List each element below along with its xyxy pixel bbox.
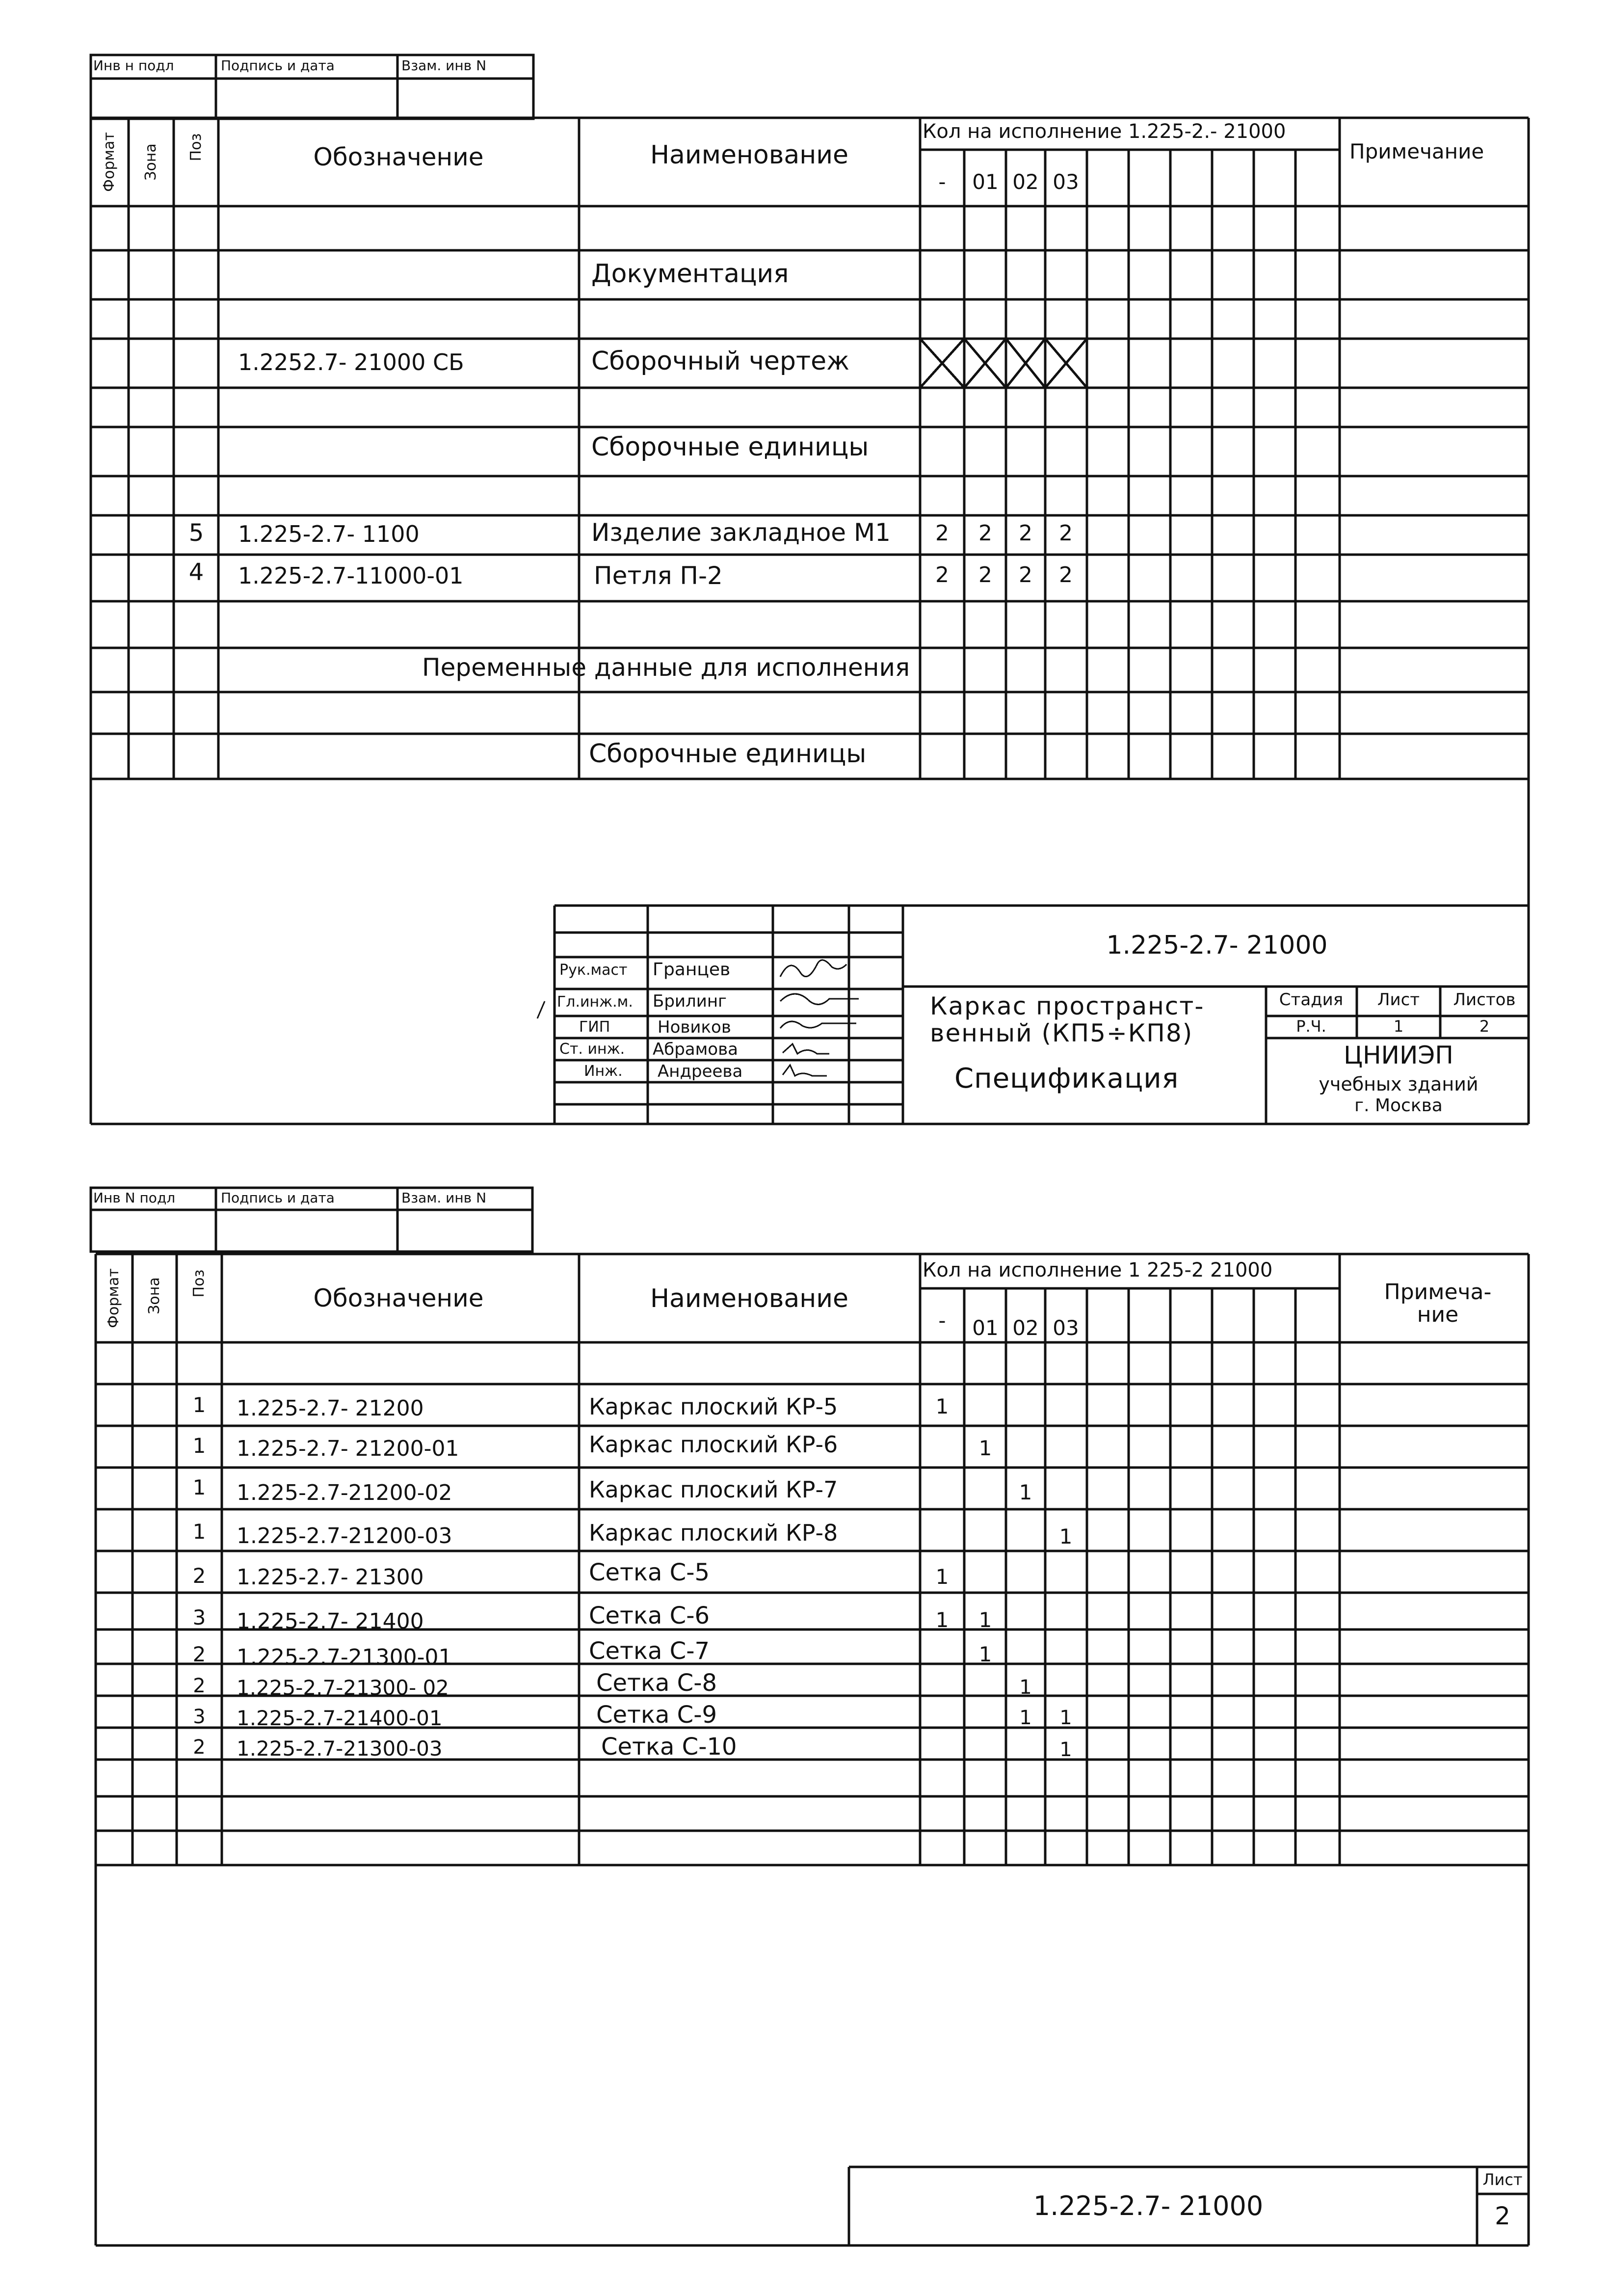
row-pos: 5 [188,519,204,547]
tab-replace-label: Взам. инв N [401,1190,487,1206]
stamp-title-line2: венный (КП5÷КП8) [930,1019,1193,1047]
tab-sign-label: Подпись и дата [221,57,335,74]
row-qty: 1 [935,1608,949,1632]
row-qty: 2 [935,562,949,587]
row-designation: 1.225-2.7- 21400 [237,1609,424,1634]
tab-sign-label: Подпись и дата [221,1190,335,1206]
tab-replace-label: Взам. инв N [401,57,487,74]
tab-inv-label: Инв н подл [93,57,174,74]
row-qty: 2 [1059,521,1073,546]
header-notes: Примечание [1349,139,1484,163]
stamp-org-name: ЦНИИЭП [1344,1041,1453,1069]
stamp-role: Ст. инж. [559,1041,625,1058]
row-qty: 2 [1059,562,1073,587]
row-pos: 3 [192,1605,206,1629]
row-qty: 2 [1019,562,1032,587]
row-qty: 1 [1059,1738,1072,1761]
header-qty-title: Кол на исполнение 1.225-2.- 21000 [923,120,1286,143]
row-qty: 1 [1019,1480,1032,1504]
row-designation: 1.225-2.7-21200-02 [237,1480,452,1505]
stamp-name: Новиков [658,1017,731,1037]
stamp-role: Рук.маст [559,961,628,979]
header-name: Наименование [650,140,849,170]
header-pos: Поз [187,133,205,161]
row-designation: 1.225-2.7-21300- 02 [237,1676,449,1700]
header-variant: 01 [972,1316,999,1340]
header-designation: Обозначение [313,143,484,171]
row-designation: 1.225-2.7-21300-01 [237,1645,452,1670]
footer-sheet-number: 2 [1495,2202,1510,2230]
row-designation: 1.225-2.7- 21200 [237,1396,424,1421]
stamp-sheet-value: 1 [1393,1017,1404,1036]
row-name: Каркас плоский КР-8 [589,1520,838,1546]
stamp-org-city: г. Москва [1354,1095,1443,1116]
row-qty: 1 [935,1394,949,1418]
row-pos: 4 [188,559,204,586]
stamp-name: Брилинг [653,991,727,1011]
stamp-sheets-value: 2 [1479,1017,1490,1036]
row-designation: 1.225-2.7-21400-01 [237,1706,443,1730]
row-name: Петля П-2 [594,561,723,590]
stamp-code: 1.225-2.7- 21000 [1106,931,1328,960]
row-name: Сетка С-7 [589,1637,710,1665]
header-qty-title: Кол на исполнение 1 225-2 21000 [923,1259,1273,1281]
header-format: Формат [101,132,118,192]
stamp-role: Гл.инж.м. [557,993,633,1011]
row-pos: 1 [192,1393,206,1417]
stamp-name: Андреева [658,1062,743,1081]
stamp-stage-header: Стадия [1279,990,1344,1010]
stamp-title-line1: Каркас пространст- [930,992,1205,1020]
row-designation: 1.225-2.7- 1100 [238,521,420,547]
stamp-sheets-header: Листов [1453,990,1516,1010]
row-name: Сетка С-5 [589,1559,710,1586]
stamp-org-line2: учебных зданий [1319,1073,1479,1095]
stamp-sheet-header: Лист [1377,990,1420,1010]
stamp-role: Инж. [584,1063,623,1080]
section-title: Сборочные единицы [589,739,867,769]
row-qty: 2 [978,562,992,587]
header-zone: Зона [146,1277,163,1314]
header-zone: Зона [142,143,159,181]
header-variant: - [938,1308,946,1333]
header-designation: Обозначение [313,1284,484,1312]
row-name: Сборочный чертеж [591,347,849,376]
row-designation: 1.225-2.7-21200-03 [237,1523,452,1548]
header-variant: 02 [1012,170,1039,194]
row-designation: 1.225-2.7-11000-01 [238,562,464,589]
row-name: Сетка С-8 [596,1669,717,1697]
row-pos: 1 [192,1520,206,1544]
stamp-name: Гранцев [653,960,731,980]
footer-code: 1.225-2.7- 21000 [1033,2190,1264,2221]
section-title: Документация [591,259,789,289]
row-qty: 1 [935,1565,949,1589]
header-variant: 03 [1053,170,1079,194]
stamp-name: Абрамова [653,1040,738,1059]
header-variant: - [938,170,946,194]
row-qty: 1 [1019,1676,1032,1699]
row-name: Каркас плоский КР-6 [589,1431,838,1458]
stamp-role: ГИП [579,1018,610,1036]
row-name: Сетка С-6 [589,1602,710,1629]
row-name: Каркас плоский КР-5 [589,1393,838,1420]
row-pos: 1 [192,1475,206,1499]
footer-sheet-label: Лист [1482,2170,1523,2189]
row-designation: 1.225-2.7- 21200-01 [237,1436,459,1461]
row-pos: 2 [193,1736,206,1759]
row-pos: 2 [192,1642,206,1666]
header-notes: Примеча- ние [1384,1280,1492,1328]
row-qty: 1 [1059,1524,1073,1548]
header-variant: 02 [1012,1316,1039,1340]
row-pos: 2 [192,1564,206,1588]
row-name: Изделие закладное М1 [591,518,891,547]
header-pos: Поз [190,1269,208,1298]
row-qty: 2 [978,521,992,546]
header-variant: 01 [972,170,999,194]
row-designation: 1.225-2.7-21300-03 [237,1736,443,1761]
row-pos: 3 [193,1706,206,1728]
row-name: Сетка С-10 [601,1733,737,1761]
row-qty: 1 [978,1642,992,1666]
stamp-stage-value: Р.Ч. [1296,1017,1326,1036]
row-qty: 1 [978,1436,992,1460]
row-name: Сетка С-9 [596,1701,717,1729]
row-designation: 1.2252.7- 21000 СБ [238,349,464,375]
row-designation: 1.225-2.7- 21300 [237,1565,424,1590]
header-format: Формат [105,1268,122,1328]
section-title: Сборочные единицы [591,432,869,462]
header-variant: 03 [1053,1316,1079,1340]
row-name: Каркас плоский КР-7 [589,1476,838,1503]
row-qty: 1 [978,1608,992,1632]
row-pos: 1 [192,1434,206,1458]
row-qty: 2 [935,521,949,546]
stamp-doc-type: Спецификация [954,1063,1179,1095]
tab-inv-label: Инв N подл [93,1190,176,1206]
variable-data-title: Переменные данные для исполнения [422,653,910,682]
row-qty: 2 [1019,521,1032,546]
row-pos: 2 [193,1675,206,1697]
row-qty: 1 [1059,1707,1072,1729]
header-name: Наименование [650,1284,849,1313]
row-qty: 1 [1019,1707,1032,1729]
